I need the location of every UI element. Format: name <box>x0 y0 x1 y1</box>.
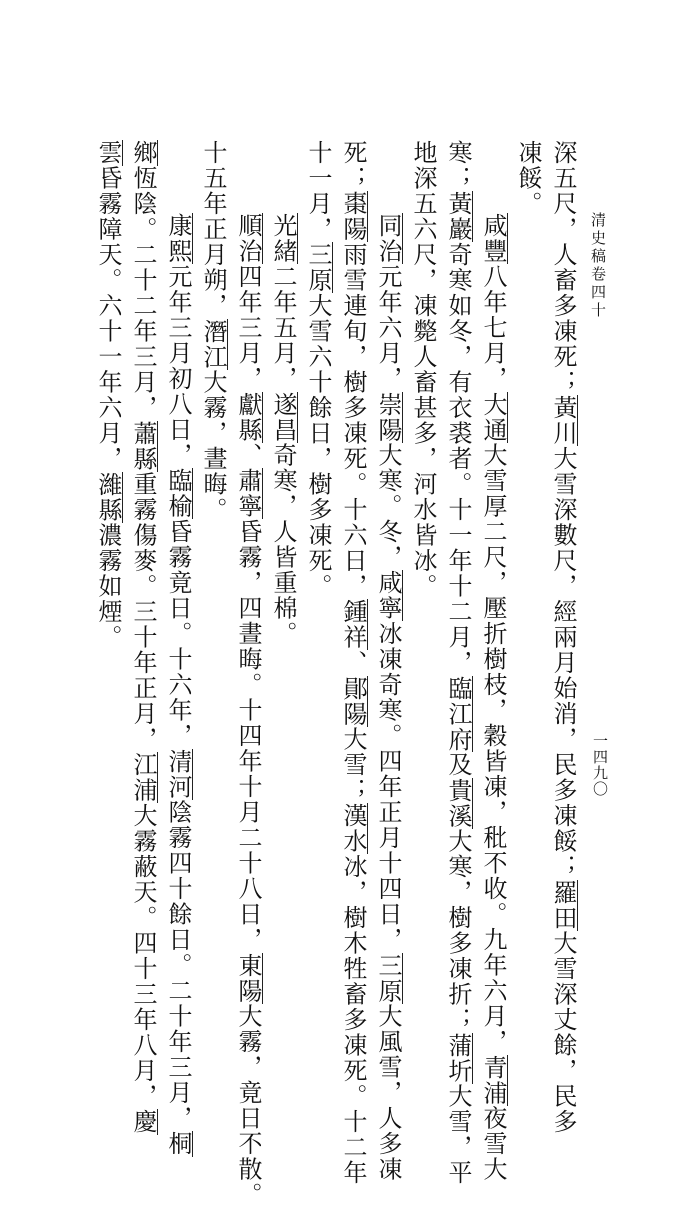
text-run: 冰凍奇寒。四年正月十四日， <box>374 621 402 953</box>
text-run: 大雪深丈餘，民多 <box>549 930 577 1135</box>
text-column-9 <box>268 213 298 647</box>
text-run: 大霧，晝晦。 <box>199 369 227 523</box>
text-run: 昏霧竟日。十六年， <box>164 519 192 749</box>
text-run: 濃霧如煙。 <box>94 522 122 650</box>
proper-name-mark: 雲 <box>94 140 122 166</box>
text-run: 八年七月， <box>479 264 507 392</box>
proper-name-mark: 肅寧 <box>234 468 262 519</box>
text-run: 地深五六尺，凍斃人畜甚多，河水皆冰。 <box>409 140 437 599</box>
proper-name-mark: 三原 <box>374 952 402 1004</box>
text-run: 元年六月， <box>374 264 402 392</box>
text-column-13 <box>128 140 158 1135</box>
text-run: 大雪； <box>339 726 367 803</box>
proper-name-mark: 清河 <box>164 748 192 800</box>
proper-name-mark: 遂昌 <box>269 391 297 443</box>
proper-name-mark: 同治 <box>374 213 402 264</box>
text-run: 大雪六十餘日，樹多凍死。 <box>304 293 332 599</box>
text-run: 元年三月初八日， <box>164 264 192 468</box>
text-column-8 <box>303 140 333 599</box>
proper-name-mark: 江浦 <box>129 752 157 803</box>
text-run: 雨雪連旬，樹多凍死。十六日， <box>339 242 367 599</box>
proper-name-mark: 順治 <box>234 213 262 264</box>
proper-name-mark: 蒲圻 <box>444 1032 472 1084</box>
text-run: 十五年正月朔， <box>199 140 227 319</box>
text-run: 二年五月， <box>269 264 297 392</box>
proper-name-mark: 臨江府 <box>444 675 472 752</box>
text-column-1 <box>548 140 578 1135</box>
text-run: 大寒。冬， <box>374 442 402 570</box>
text-run: 大雪厚二尺，壓折樹枝，穀皆凍，秕不收。九年六月， <box>479 442 507 1055</box>
proper-name-mark: 青浦 <box>479 1054 507 1106</box>
proper-name-mark: 棗陽 <box>339 191 367 242</box>
text-run: 寒； <box>444 140 472 191</box>
text-column-14 <box>93 140 123 650</box>
proper-name-mark: 康熙 <box>164 213 192 264</box>
proper-name-mark: 黃巖 <box>444 191 472 242</box>
text-run: 奇寒，人皆重棉。 <box>269 442 297 647</box>
proper-name-mark: 桐 <box>164 1131 192 1157</box>
proper-name-mark: 崇陽 <box>374 391 402 443</box>
text-run: 深五尺，人畜多凍死； <box>549 140 577 395</box>
text-column-10 <box>233 213 263 1208</box>
proper-name-mark: 黃川 <box>549 395 577 446</box>
text-column-5 <box>408 140 438 599</box>
proper-name-mark: 大通 <box>479 391 507 443</box>
text-run: 、 <box>234 442 262 468</box>
text-run: 、 <box>339 650 367 676</box>
text-run: 夜雪大 <box>479 1105 507 1182</box>
proper-name-mark: 咸豐 <box>479 213 507 264</box>
text-run: 及 <box>444 752 472 778</box>
proper-name-mark: 羅田 <box>549 879 577 931</box>
text-run: 死； <box>339 140 367 191</box>
text-run: 大霧蔽天。四十三年八月， <box>129 803 157 1109</box>
text-run: 凍餒。 <box>514 140 542 217</box>
text-column-3 <box>478 213 508 1182</box>
text-column-6 <box>373 213 403 1182</box>
proper-name-mark: 鍾祥 <box>339 599 367 650</box>
proper-name-mark: 潛江 <box>199 318 227 370</box>
text-run: 大霧，竟日不散。 <box>234 1003 262 1208</box>
text-run: 重霧傷麥。三十年正月， <box>129 471 157 752</box>
text-run: 昏霧障天。六十一年六月， <box>94 165 122 472</box>
page-number: 一四九〇 <box>591 733 609 797</box>
text-run: 十一月， <box>304 140 332 242</box>
text-column-12 <box>163 213 193 1157</box>
text-column-2 <box>513 140 543 217</box>
proper-name-mark: 鄖陽 <box>339 675 367 727</box>
proper-name-mark: 蕭縣 <box>129 420 157 472</box>
running-title: 清史稿卷四十 <box>589 212 607 320</box>
text-run: 大雪深數尺，經兩月始消，民多凍餒； <box>549 446 577 880</box>
text-column-7 <box>338 140 368 1186</box>
proper-name-mark: 漢水 <box>339 803 367 854</box>
proper-name-mark: 臨榆 <box>164 468 192 519</box>
proper-name-mark: 光緒 <box>269 213 297 264</box>
text-run: 冰，樹木牲畜多凍死。十二年 <box>339 854 367 1186</box>
proper-name-mark: 東陽 <box>234 952 262 1004</box>
text-run: 恆陰。二十二年三月， <box>129 165 157 421</box>
proper-name-mark: 慶 <box>129 1109 157 1135</box>
text-run: 四年三月， <box>234 264 262 392</box>
text-run: 大雪，平 <box>444 1083 472 1186</box>
proper-name-mark: 咸寧 <box>374 570 402 621</box>
text-run: 昏霧，四晝晦。十四年十月二十八日， <box>234 519 262 953</box>
text-run: 大風雪，人多凍 <box>374 1003 402 1182</box>
proper-name-mark: 濰縣 <box>94 471 122 523</box>
proper-name-mark: 三原 <box>304 242 332 293</box>
proper-name-mark: 貴溪 <box>444 777 472 829</box>
proper-name-mark: 獻縣 <box>234 391 262 443</box>
text-run: 陰霧四十餘日。二十年三月， <box>164 799 192 1131</box>
text-run: 奇寒如冬，有衣裘者。十一年十二月， <box>444 242 472 676</box>
text-run: 大寒，樹多凍折； <box>444 828 472 1033</box>
proper-name-mark: 鄉 <box>129 140 157 166</box>
text-column-11 <box>198 140 228 523</box>
text-column-4 <box>443 140 473 1186</box>
